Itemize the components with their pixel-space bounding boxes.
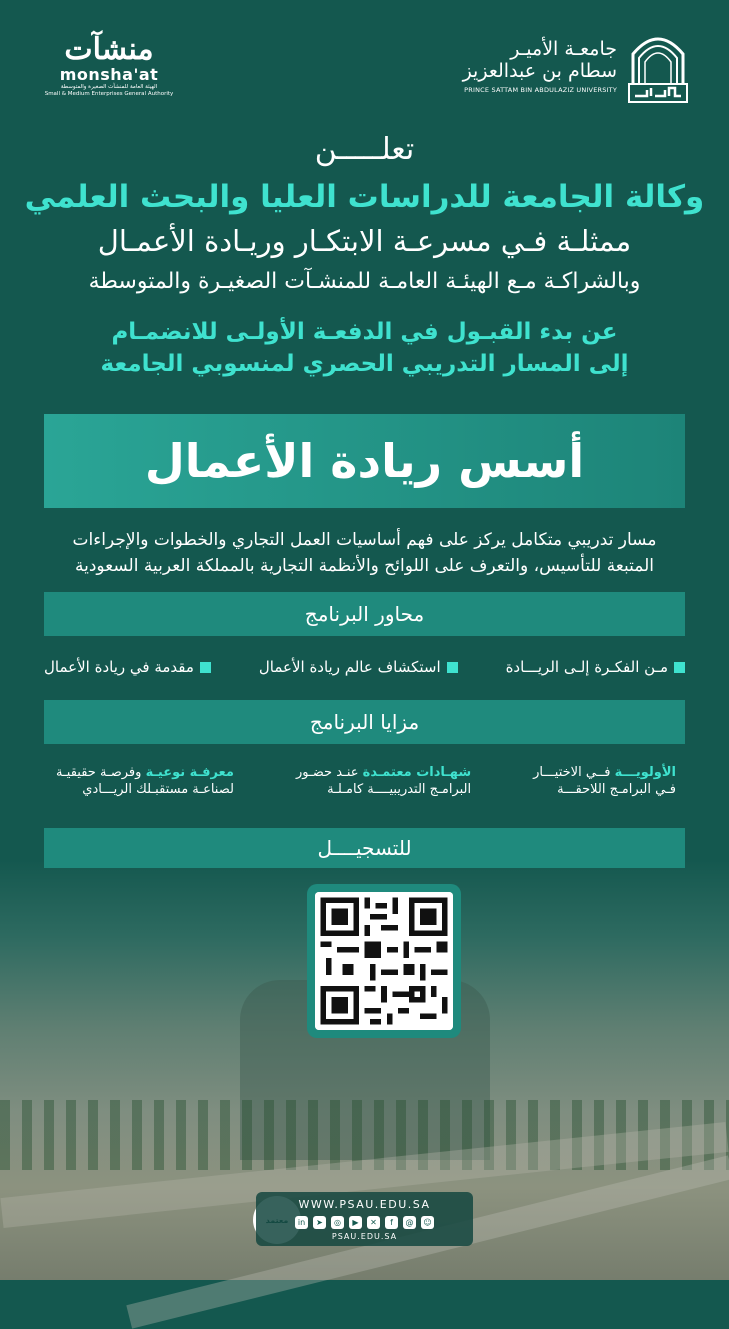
acceptance-line2: إلى المسار التدريبي الحصري لمنسوبي الجامعة: [100, 351, 629, 377]
program-axes-heading: [44, 592, 685, 636]
represented-text: ممثلـة فـي مسرعـة الابتكـار وريـادة الأعمـال: [97, 224, 632, 258]
program-title-banner: [44, 414, 685, 508]
snapchat-icon[interactable]: ☺: [421, 1216, 434, 1229]
social-icons: [256, 1216, 473, 1229]
monshaat-subtitle-en: Small & Medium Enterprises General Authority: [44, 91, 174, 97]
program-features-list: [56, 764, 676, 808]
feature-highlight: الأولويـــة: [614, 765, 676, 780]
monshaat-subtitle-ar: الهيئة العامة للمنشآت الصغيرة والمتوسطة: [60, 84, 158, 90]
register-heading: [44, 828, 685, 868]
threads-icon[interactable]: @: [403, 1216, 416, 1229]
program-features-heading: [44, 700, 685, 744]
facebook-icon[interactable]: f: [385, 1216, 398, 1229]
website-url[interactable]: WWW.PSAU.EDU.SA: [298, 1198, 431, 1211]
program-description-line2: المتبعة للتأسيس، والتعرف على اللوائح والأنظمة التجارية بالمملكة العربية السعودية: [74, 556, 654, 576]
bullet-square-icon: [447, 662, 458, 673]
axis-item: [44, 658, 211, 676]
monshaat-logo-en: monsha'at: [59, 65, 159, 84]
program-axes-heading-label: محاور البرنامج: [304, 602, 425, 626]
program-title: أسس ريادة الأعمال: [144, 434, 585, 488]
psau-logo-icon: [627, 22, 689, 106]
footer-links: [256, 1192, 473, 1246]
feature-line2: البرامـج التدريبيــــة كامـلـة: [327, 782, 472, 797]
feature-line2: فـي البرامـج اللاحقـــة: [557, 782, 676, 797]
program-features-heading-label: مزايا البرنامج: [309, 710, 420, 734]
university-name-line2: سطام بن عبدالعزيز: [462, 60, 617, 82]
feature-line1: وفرصـة حقيقيـة: [56, 765, 146, 780]
feature-item: [533, 764, 676, 808]
university-name-line1: جامعـة الأميـر: [510, 38, 617, 60]
linkedin-icon[interactable]: in: [295, 1216, 308, 1229]
bullet-square-icon: [674, 662, 685, 673]
feature-highlight: شهـادات معتمـدة: [362, 765, 472, 780]
monshaat-logo: [44, 34, 174, 98]
university-name-en: PRINCE SATTAM BIN ABDULAZIZ UNIVERSITY: [464, 86, 617, 94]
acceptance-line1: عن بدء القبـول في الدفعـة الأولـى للانضمـام: [111, 319, 618, 345]
partnership-text: وبالشراكـة مـع الهيئـة العامـة للمنشـآت الصغيـرة والمتوسطة: [88, 269, 641, 294]
feature-line1: عنـد حضـور: [295, 765, 363, 780]
announces-text: تعلـــــن: [314, 132, 415, 167]
social-handle[interactable]: PSAU.EDU.SA: [331, 1232, 398, 1241]
agency-heading: وكالة الجامعة للدراسات العليا والبحث العلمي: [24, 179, 705, 215]
feature-highlight: معرفـة نوعيـة: [145, 765, 234, 780]
x-icon[interactable]: ✕: [367, 1216, 380, 1229]
axis-item-label: استكشاف عالم ريادة الأعمال: [258, 658, 441, 676]
instagram-icon[interactable]: ◎: [331, 1216, 344, 1229]
monshaat-logo-ar: منشآت: [64, 32, 154, 67]
program-axes-list: [44, 654, 685, 680]
axis-item-label: مقدمة في ريادة الأعمال: [44, 658, 194, 676]
university-name: [417, 38, 617, 94]
feature-item: [296, 764, 471, 808]
program-description-line1: مسار تدريبي متكامل يركز على فهم أساسيات العمل التجاري والخطوات والإجراءات: [72, 530, 657, 550]
telegram-icon[interactable]: ➤: [313, 1216, 326, 1229]
axis-item: [259, 658, 458, 676]
feature-line1: فــي الاختيـــار: [533, 765, 615, 780]
youtube-icon[interactable]: ▶: [349, 1216, 362, 1229]
axis-item-label: مـن الفكـرة إلـى الريـــادة: [505, 658, 668, 676]
registration-qr-code[interactable]: [315, 892, 453, 1030]
feature-item: [56, 764, 234, 808]
feature-line2: لصناعـة مستقبـلك الريـــادي: [82, 782, 234, 797]
bullet-square-icon: [200, 662, 211, 673]
register-label: للتسجيــــل: [317, 836, 412, 860]
axis-item: [506, 658, 685, 676]
